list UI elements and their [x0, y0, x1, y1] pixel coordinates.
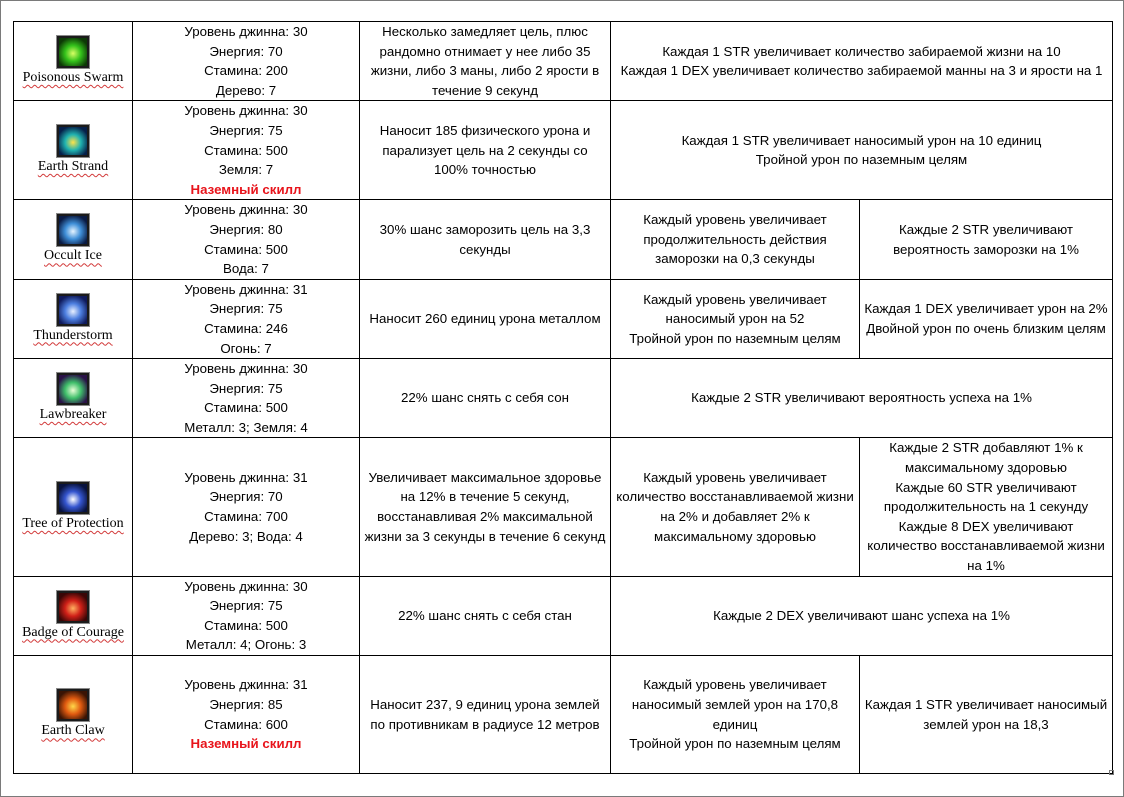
- occult-ice-icon: [57, 214, 89, 246]
- stat-bonus-cell: [860, 279, 1113, 358]
- table-row: [14, 22, 1113, 101]
- effect-cell: Увеличивает максимальное здоровье на 12% в течение 5 секунд, восстанавливая 2% максимальной жизни за 3 секунды в течение 6 секунд: [360, 438, 611, 576]
- requirement-line: Земля: 7: [218, 162, 274, 178]
- requirement-line: Энергия: 75: [209, 598, 283, 614]
- skill-name: Thunderstorm: [33, 327, 113, 343]
- effect-cell: Наносит 185 физического урона и парализует цель на 2 секунды со 100% точностью: [360, 101, 611, 200]
- cell-line: Двойной урон по очень близким целям: [866, 320, 1106, 336]
- requirement-line: Металл: 3; Земля: 4: [184, 419, 308, 435]
- requirements-cell: [133, 22, 360, 101]
- table-row: [14, 438, 1113, 576]
- table-row: [14, 101, 1113, 200]
- badge-of-courage-icon: [57, 591, 89, 623]
- skills-table: [13, 21, 1113, 774]
- requirements-cell: [133, 438, 360, 576]
- earth-strand-icon: [57, 125, 89, 157]
- requirement-line: Энергия: 70: [209, 43, 283, 59]
- cell-line: Каждые 2 DEX увеличивают шанс успеха на 1%: [713, 608, 1010, 624]
- skill-name: Occult Ice: [44, 248, 102, 264]
- requirement-line: Энергия: 75: [209, 122, 283, 138]
- cell-line: Каждая 1 STR увеличивает количество забираемой жизни на 10: [662, 43, 1061, 59]
- cell-line: Каждый уровень увеличивает наносимый урон на 52: [643, 291, 827, 327]
- skill-name: Lawbreaker: [39, 407, 107, 423]
- requirement-line: Уровень джинна: 31: [184, 469, 308, 485]
- requirement-line: Энергия: 80: [209, 221, 283, 237]
- skill-name: Earth Claw: [41, 723, 105, 739]
- requirements-cell: [133, 279, 360, 358]
- requirement-line: Дерево: 7: [215, 82, 277, 98]
- cell-line: Каждая 1 DEX увеличивает урон на 2%: [864, 301, 1108, 317]
- cell-line: Каждая 1 DEX увеличивает количество забираемой манны на 3 и ярости на 1: [620, 63, 1103, 79]
- requirement-line: Уровень джинна: 30: [184, 202, 308, 218]
- scaling-cell: [611, 656, 860, 774]
- requirement-line: Стамина: 500: [204, 400, 288, 416]
- skill-cell: [14, 656, 133, 774]
- requirement-line: Огонь: 7: [220, 340, 272, 356]
- requirements-cell: [133, 101, 360, 200]
- requirements-cell: [133, 576, 360, 655]
- requirement-line: Энергия: 75: [209, 380, 283, 396]
- table-end-marker: [1109, 770, 1114, 775]
- skill-cell: [14, 200, 133, 279]
- requirement-line: Металл: 4; Огонь: 3: [185, 637, 307, 653]
- skill-cell: [14, 359, 133, 438]
- effect-cell: 22% шанс снять с себя сон: [360, 359, 611, 438]
- skill-cell: [14, 22, 133, 101]
- earth-claw-icon: [57, 689, 89, 721]
- cell-line: Каждые 2 STR увеличивают вероятность заморозки на 1%: [893, 221, 1079, 257]
- skill-cell: [14, 576, 133, 655]
- tree-of-protection-icon: [57, 482, 89, 514]
- requirement-line: Энергия: 70: [209, 489, 283, 505]
- requirement-line: Стамина: 246: [204, 320, 288, 336]
- table-row: [14, 359, 1113, 438]
- requirement-line: Стамина: 200: [204, 63, 288, 79]
- requirement-line: Стамина: 600: [204, 716, 288, 732]
- requirement-line: Стамина: 500: [204, 241, 288, 257]
- requirements-cell: [133, 656, 360, 774]
- cell-line: Каждые 2 STR добавляют 1% к максимальному здоровью: [889, 440, 1083, 476]
- lawbreaker-icon: [57, 373, 89, 405]
- scaling-cell: [611, 22, 1113, 101]
- requirement-line: Стамина: 500: [204, 142, 288, 158]
- scaling-cell: [611, 101, 1113, 200]
- scaling-cell: [611, 438, 860, 576]
- ground-skill-note: Наземный скилл: [190, 736, 302, 752]
- effect-cell: 30% шанс заморозить цель на 3,3 секунды: [360, 200, 611, 279]
- poison-swarm-icon: [57, 36, 89, 68]
- skill-cell: [14, 101, 133, 200]
- requirement-line: Уровень джинна: 30: [184, 103, 308, 119]
- requirement-line: Уровень джинна: 31: [184, 677, 308, 693]
- stat-bonus-cell: [860, 200, 1113, 279]
- cell-line: Каждая 1 STR увеличивает наносимый землей урон на 18,3: [864, 696, 1108, 732]
- requirement-line: Уровень джинна: 30: [184, 24, 308, 39]
- cell-line: Каждые 8 DEX увеличивают количество восстанавливаемой жизни на 1%: [867, 518, 1105, 574]
- skill-cell: [14, 279, 133, 358]
- scaling-cell: [611, 576, 1113, 655]
- requirement-line: Дерево: 3; Вода: 4: [189, 528, 303, 544]
- effect-cell: Наносит 260 единиц урона металлом: [360, 279, 611, 358]
- table-row: [14, 279, 1113, 358]
- scaling-cell: [611, 279, 860, 358]
- stat-bonus-cell: [860, 438, 1113, 576]
- requirement-line: Вода: 7: [223, 261, 269, 277]
- ground-skill-note: Наземный скилл: [190, 181, 302, 197]
- cell-line: Каждые 60 STR увеличивают продолжительность на 1 секунду: [883, 479, 1089, 515]
- skill-cell: [14, 438, 133, 576]
- cell-line: Тройной урон по наземным целям: [629, 330, 841, 346]
- cell-line: Каждый уровень увеличивает продолжительность действия заморозки на 0,3 секунды: [643, 212, 827, 267]
- skill-name: Tree of Protection: [22, 515, 124, 531]
- cell-line: Каждая 1 STR увеличивает наносимый урон на 10 единиц: [681, 132, 1042, 148]
- cell-line: Каждые 2 STR увеличивают вероятность успеха на 1%: [691, 390, 1032, 406]
- table-row: [14, 656, 1113, 774]
- skill-name: Badge of Courage: [22, 624, 124, 640]
- requirement-line: Стамина: 500: [204, 617, 288, 633]
- skill-name: Earth Strand: [37, 159, 109, 175]
- thunderstorm-icon: [57, 294, 89, 326]
- effect-cell: Наносит 237, 9 единиц урона землей по противникам в радиусе 12 метров: [360, 656, 611, 774]
- cell-line: Тройной урон по наземным целям: [755, 152, 968, 168]
- requirement-line: Энергия: 75: [209, 301, 283, 317]
- scaling-cell: [611, 200, 860, 279]
- cell-line: Каждый уровень увеличивает количество восстанавливаемой жизни на 2% и добавляет 2% к максимальному здоровью: [616, 469, 854, 544]
- requirement-line: Уровень джинна: 30: [184, 578, 308, 594]
- scaling-cell: [611, 359, 1113, 438]
- stat-bonus-cell: [860, 656, 1113, 774]
- table-row: [14, 200, 1113, 279]
- skills-table-body: [14, 22, 1113, 774]
- skill-name: Poisonous Swarm: [22, 69, 124, 85]
- effect-cell: Несколько замедляет цель, плюс рандомно отнимает у нее либо 35 жизни, либо 3 маны, либо 2 ярости в течение 9 секунд: [360, 22, 611, 101]
- requirement-line: Уровень джинна: 30: [184, 361, 308, 377]
- requirement-line: Уровень джинна: 31: [184, 281, 308, 297]
- cell-line: Тройной урон по наземным целям: [629, 736, 841, 752]
- requirement-line: Стамина: 700: [204, 509, 288, 525]
- requirements-cell: [133, 359, 360, 438]
- requirements-cell: [133, 200, 360, 279]
- effect-cell: 22% шанс снять с себя стан: [360, 576, 611, 655]
- table-row: [14, 576, 1113, 655]
- requirement-line: Энергия: 85: [209, 696, 283, 712]
- cell-line: Каждый уровень увеличивает наносимый землей урон на 170,8 единиц: [631, 677, 839, 732]
